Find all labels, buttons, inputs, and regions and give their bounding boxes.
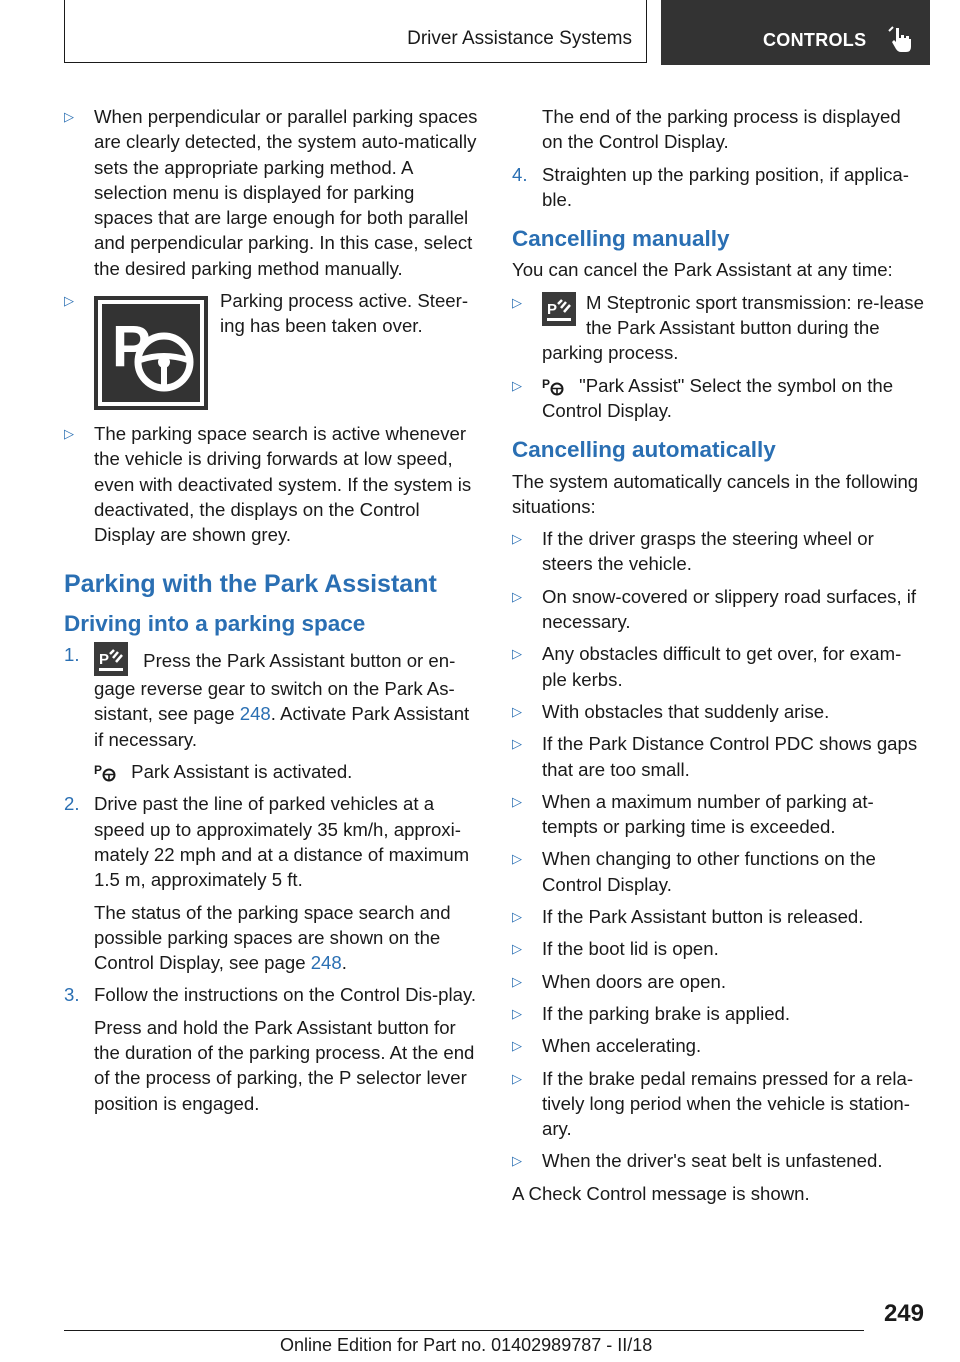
park-assistant-button-icon <box>542 292 576 326</box>
bullet-triangle-icon: ▷ <box>512 1153 522 1169</box>
list-item-text: Parking process active. Steer‐ing has been taken over. <box>220 290 469 337</box>
list-item <box>512 526 926 577</box>
subsection-heading: Cancelling automatically <box>512 437 776 463</box>
list-item-text: On snow-covered or slippery road surfaces, if necessary. <box>542 585 917 633</box>
list-item <box>512 373 926 424</box>
list-item-text: If the driver grasps the steering wheel or steers the vehicle. <box>542 528 874 575</box>
list-item-text: If the Park Distance Control PDC shows gaps that are too small. <box>542 733 918 780</box>
bullet-triangle-icon: ▷ <box>512 531 522 547</box>
step-text: Press the Park Assistant button or en‐gage reverse gear to switch on the Park As‐sistant, see page <box>94 650 456 725</box>
bullet-triangle-icon: ▷ <box>512 941 522 957</box>
park-assist-symbol-icon <box>94 762 116 782</box>
list-item <box>512 699 926 724</box>
step-text-tail: . Activate Park Assistant if necessary. <box>94 703 470 750</box>
bullet-triangle-icon: ▷ <box>512 851 522 867</box>
paragraph: A Check Control message is shown. <box>512 1182 810 1204</box>
page-number: 249 <box>883 1300 924 1327</box>
paragraph: The system automatically cancels in the following situations: <box>512 470 919 517</box>
list-item <box>64 288 478 414</box>
bullet-triangle-icon: ▷ <box>512 377 522 393</box>
list-item-text: When accelerating. <box>542 1035 702 1057</box>
svg-text:P: P <box>542 376 551 391</box>
hand-pointer-icon <box>887 25 917 55</box>
list-item <box>512 904 926 929</box>
step-number: 3. <box>64 984 80 1006</box>
list-item <box>512 1033 926 1058</box>
step-subtext: Park Assistant is activated. <box>131 761 353 783</box>
step-continuation <box>512 104 926 155</box>
step-subtext: The end of the parking process is displayed on the Control Display. <box>542 106 901 153</box>
step-number: 2. <box>64 793 80 815</box>
subsection-heading: Cancelling manually <box>512 226 730 252</box>
step-number: 4. <box>512 163 528 185</box>
step-text-tail: . <box>341 952 347 974</box>
step-text: Drive past the line of parked vehicles at a speed up to approximately 35 km/h, approxi‐mately 22 mph and at a distance of maximum 1.5 m, approximately 5 ft. <box>94 793 470 891</box>
step-item <box>64 982 478 1115</box>
list-item-text: Any obstacles difficult to get over, for exam‐ple kerbs. <box>542 643 902 690</box>
list-item <box>512 969 926 994</box>
step-text: Follow the instructions on the Control Dis‐play. <box>94 984 477 1006</box>
bullet-triangle-icon: ▷ <box>512 646 522 662</box>
svg-text:P: P <box>94 763 103 778</box>
list-item-text: When the driver's seat belt is unfastened. <box>542 1150 883 1172</box>
list-item-text: When doors are open. <box>542 970 726 992</box>
page-link[interactable]: 248 <box>310 952 342 974</box>
bullet-triangle-icon: ▷ <box>512 294 522 310</box>
chapter-tab-label: CONTROLS <box>763 30 867 50</box>
svg-text:P: P <box>112 314 151 380</box>
list-item-text: When perpendicular or parallel parking spaces are clearly detected, the system auto‐matically sets the appropriate parking method. A selection menu is displayed for parking spaces that are large enough for both parallel and perpendicular parking. In this case, select the desired parking method manually. <box>94 106 478 279</box>
list-item-text: When changing to other functions on the Control Display. <box>542 848 876 895</box>
park-assistant-button-icon <box>94 642 128 676</box>
bullet-triangle-icon: ▷ <box>512 736 522 752</box>
step-text: Straighten up the parking position, if applica‐ble. <box>542 163 909 210</box>
list-item-text: The parking space search is active whenever the vehicle is driving forwards at low speed, even with deactivated system. If the system is deactivated, the displays on the Control Display are shown grey. <box>94 423 472 546</box>
step-item <box>64 642 478 784</box>
parking-steering-icon <box>94 296 208 410</box>
paragraph: You can cancel the Park Assistant at any time: <box>512 259 893 281</box>
list-item <box>512 1001 926 1026</box>
footer-divider <box>64 1330 864 1331</box>
list-item-text: If the boot lid is open. <box>542 938 719 960</box>
list-item <box>512 846 926 897</box>
bullet-triangle-icon: ▷ <box>512 793 522 809</box>
chapter-tab <box>661 0 930 65</box>
page-link[interactable]: 248 <box>239 703 271 725</box>
section-header-box <box>64 0 647 63</box>
left-column <box>64 104 478 1123</box>
svg-text:P: P <box>99 651 110 669</box>
list-item-text: M Steptronic sport transmission: re‐lease the Park Assistant button during the parking process. <box>542 291 924 364</box>
step-item <box>512 162 926 213</box>
list-item <box>512 731 926 782</box>
bullet-triangle-icon: ▷ <box>64 426 74 442</box>
section-heading: Parking with the Park Assistant <box>64 569 437 598</box>
svg-text:P: P <box>547 300 558 318</box>
list-item <box>64 104 478 281</box>
list-item <box>512 789 926 840</box>
list-item-text: When a maximum number of parking at‐tempts or parking time is exceeded. <box>542 790 874 838</box>
bullet-triangle-icon: ▷ <box>512 1005 522 1021</box>
bullet-triangle-icon: ▷ <box>512 1038 522 1054</box>
bullet-triangle-icon: ▷ <box>64 109 74 124</box>
bullet-triangle-icon: ▷ <box>64 293 74 309</box>
list-item <box>64 421 478 547</box>
bullet-triangle-icon: ▷ <box>512 703 522 719</box>
edition-text: Online Edition for Part no. 01402989787 - II/18 <box>280 1335 653 1355</box>
list-item <box>512 936 926 961</box>
list-item-text: If the brake pedal remains pressed for a rela‐tively long period when the vehicle is station‐ary. <box>542 1067 914 1140</box>
right-column <box>512 104 926 1213</box>
page-header <box>64 0 930 66</box>
list-item-text: If the Park Assistant button is released. <box>542 906 864 928</box>
list-item <box>512 641 926 692</box>
list-item-text: With obstacles that suddenly arise. <box>542 700 830 722</box>
step-subtext: The status of the parking space search and possible parking spaces are shown on the Control Display, see page <box>94 901 451 974</box>
list-item <box>512 1066 926 1142</box>
step-item <box>64 791 478 975</box>
bullet-triangle-icon: ▷ <box>512 909 522 925</box>
subsection-heading: Driving into a parking space <box>64 610 366 636</box>
list-item-text: If the parking brake is applied. <box>542 1002 791 1024</box>
list-item <box>512 290 926 366</box>
list-item-text: "Park Assist" Select the symbol on the Control Display. <box>542 374 894 421</box>
park-assist-symbol-icon <box>542 376 564 396</box>
list-item <box>512 1148 926 1173</box>
list-item <box>512 584 926 635</box>
section-title: Driver Assistance Systems <box>407 28 632 49</box>
bullet-triangle-icon: ▷ <box>512 973 522 989</box>
bullet-triangle-icon: ▷ <box>512 588 522 604</box>
step-number: 1. <box>64 644 80 666</box>
bullet-triangle-icon: ▷ <box>512 1070 522 1086</box>
step-subtext: Press and hold the Park Assistant button for the duration of the parking process. At the end of the process of parking, the P selector lever position is engaged. <box>94 1016 475 1114</box>
